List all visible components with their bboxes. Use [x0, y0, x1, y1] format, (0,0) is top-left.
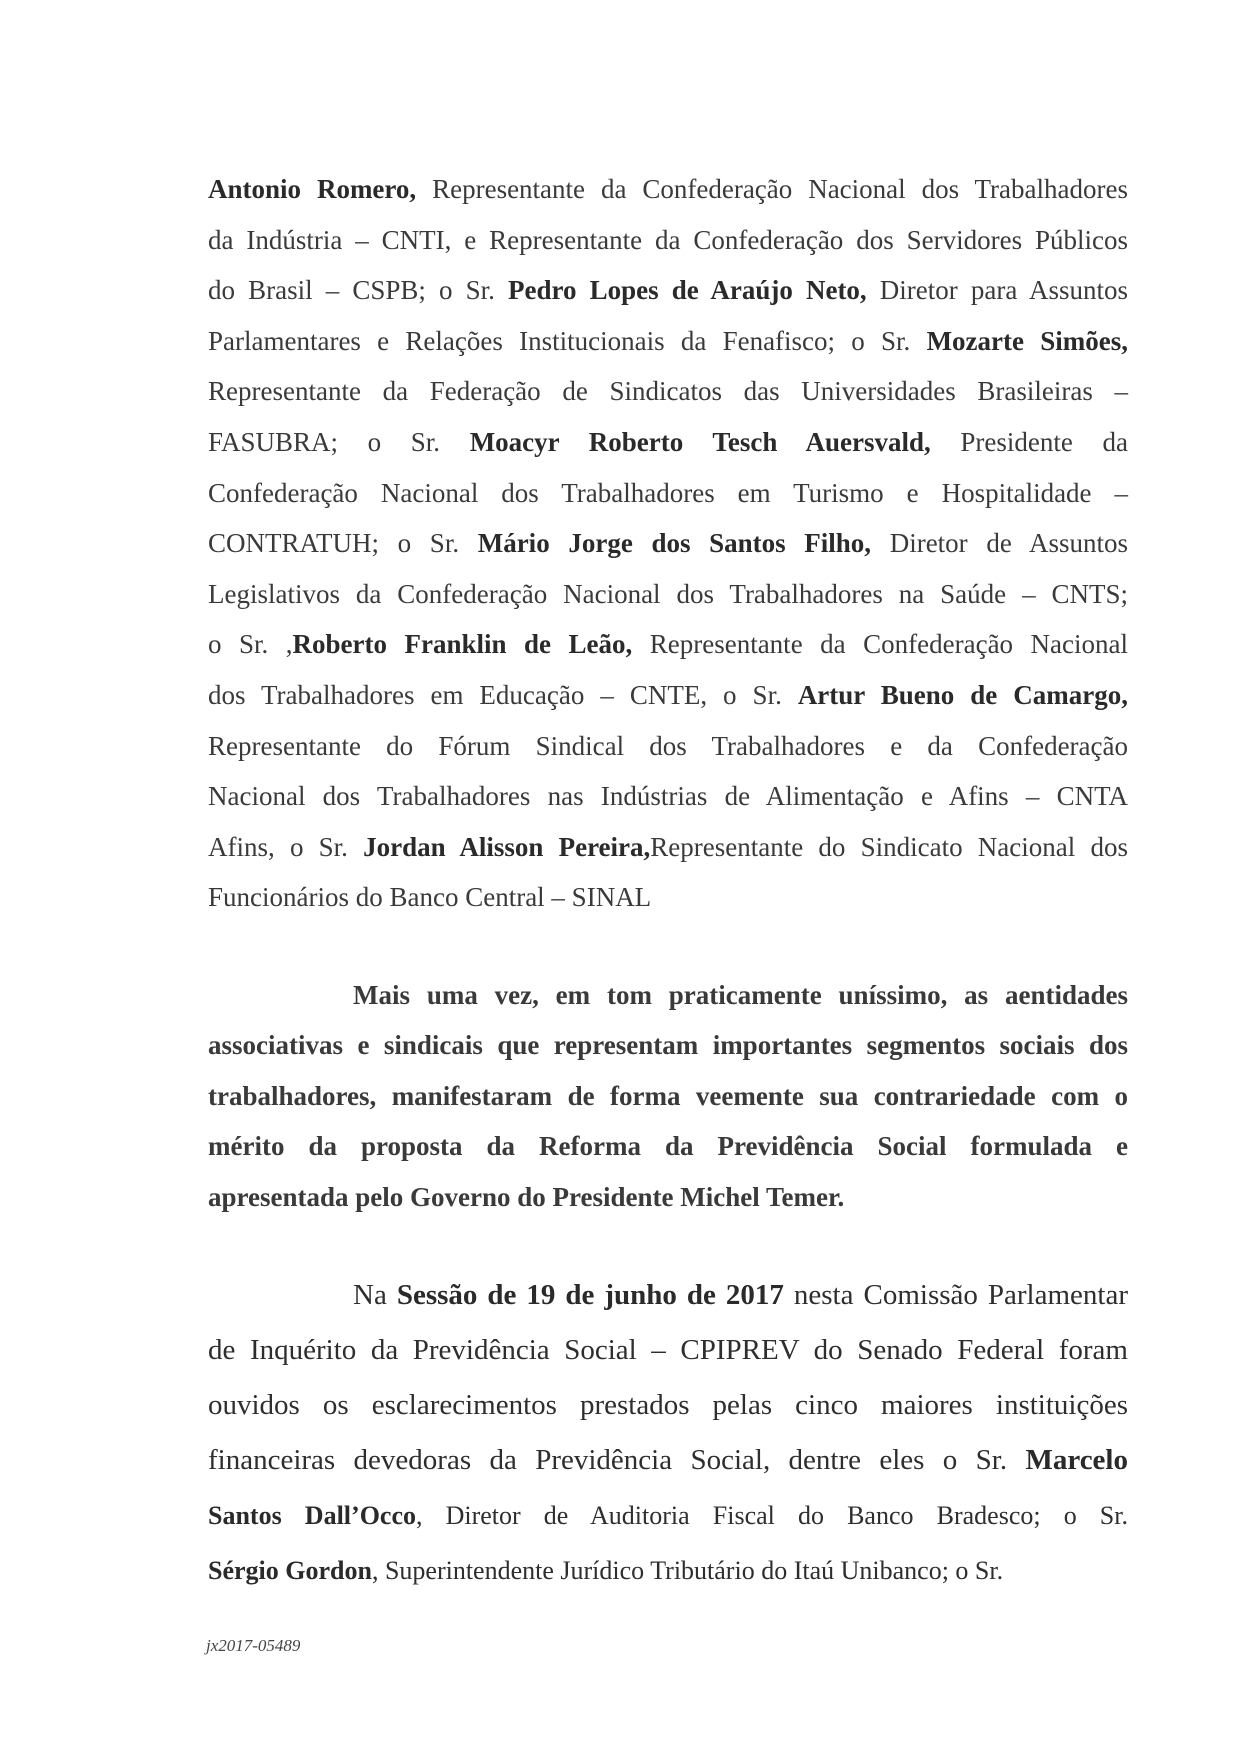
bold-name-span: Moacyr Roberto Tesch Auersvald,	[469, 426, 931, 457]
bold-name-span: Jordan Alisson Pereira,	[363, 831, 651, 862]
text-line: trabalhadores, manifestaram de forma veemente sua contrariedade com o	[208, 1080, 1128, 1111]
text-line	[208, 1323, 1128, 1378]
text-span: CONTRATUH; o Sr.	[208, 528, 478, 559]
text-span: , Superintendente Jurídico Tributário do Itaú Unibanco; o Sr.	[371, 1556, 1004, 1585]
text-span: Nacional dos Trabalhadores nas Indústrias de Alimentação e Afins – CNTA	[208, 781, 1128, 812]
text-span: Representante da Federação de Sindicatos das Universidades Brasileiras –	[208, 376, 1128, 407]
document-code-footer: jx2017-05489	[206, 1636, 301, 1655]
text-span: nesta Comissão Parlamentar	[783, 1279, 1128, 1311]
bold-name-span: Pedro Lopes de Araújo Neto,	[508, 275, 867, 306]
text-line	[208, 569, 1128, 620]
text-span: Diretor para Assuntos	[866, 275, 1128, 306]
text-span: Afins, o Sr.	[208, 831, 364, 862]
bold-name-span: Mário Jorge dos Santos Filho,	[477, 528, 872, 559]
text-line	[208, 1378, 1128, 1433]
text-line	[208, 366, 1128, 417]
text-line	[208, 872, 1128, 923]
text-span: da Indústria – CNTI, e Representante da Confederação dos Servidores Públicos	[208, 224, 1128, 255]
bold-name-span: Roberto Franklin de Leão,	[292, 629, 633, 660]
text-line: mérito da proposta da Reforma da Previdência Social formulada e	[208, 1131, 1128, 1162]
bold-name-span: Artur Bueno de Camargo,	[797, 679, 1129, 710]
text-line	[208, 721, 1128, 772]
text-span: de Inquérito da Previdência Social – CPIPREV do Senado Federal foram	[208, 1334, 1128, 1366]
text-span: Representante da Confederação Nacional	[632, 629, 1128, 660]
text-line	[208, 1268, 1128, 1323]
text-span: Diretor de Assuntos	[871, 528, 1128, 559]
paragraph-summary-bold	[208, 970, 1128, 1222]
text-span: Representante da Confederação Nacional dos Trabalhadores	[416, 174, 1128, 204]
text-span: Na	[353, 1279, 397, 1311]
text-span: Presidente da	[930, 426, 1128, 457]
text-span: Legislativos da Confederação Nacional dos Trabalhadores na Saúde – CNTS;	[208, 578, 1128, 609]
bold-name-span: Mozarte Simões,	[926, 325, 1128, 356]
text-span: FASUBRA; o Sr.	[208, 426, 470, 457]
paragraph-attendees	[208, 164, 1128, 923]
text-span: , Diretor de Auditoria Fiscal do Banco Bradesco; o Sr.	[416, 1501, 1128, 1530]
text-span: Representante do Sindicato Nacional dos	[650, 831, 1128, 862]
paragraph-session	[208, 1268, 1128, 1598]
text-line	[208, 1488, 1128, 1543]
text-line: Mais uma vez, em tom praticamente uníssimo, as aentidades	[353, 980, 1128, 1010]
text-span: o Sr. ,	[208, 629, 293, 660]
text-span: Parlamentares e Relações Institucionais da Fenafisco; o Sr.	[208, 325, 927, 356]
text-line	[208, 164, 1128, 215]
text-span: do Brasil – CSPB; o Sr.	[208, 275, 508, 306]
text-span: dos Trabalhadores em Educação – CNTE, o Sr.	[208, 679, 798, 710]
text-line	[208, 265, 1128, 316]
text-line	[208, 1543, 1128, 1598]
bold-name-span: Marcelo	[1025, 1444, 1128, 1476]
bold-name-span: Santos Dall’Occo	[208, 1501, 416, 1530]
text-line	[208, 670, 1128, 721]
text-line	[208, 518, 1128, 569]
text-line	[208, 468, 1128, 519]
text-line	[208, 771, 1128, 822]
text-line	[208, 215, 1128, 266]
text-span: Confederação Nacional dos Trabalhadores em Turismo e Hospitalidade –	[208, 477, 1128, 508]
text-span: ouvidos os esclarecimentos prestados pelas cinco maiores instituições	[208, 1389, 1128, 1421]
text-span: Funcionários do Banco Central – SINAL	[208, 882, 652, 913]
text-line	[208, 417, 1128, 468]
text-line: associativas e sindicais que representam importantes segmentos sociais dos	[208, 1030, 1128, 1061]
bold-name-span: Sérgio Gordon	[208, 1556, 372, 1585]
bold-name-span: Sessão de 19 de junho de 2017	[396, 1279, 784, 1311]
text-line	[208, 619, 1128, 670]
bold-name-span: Antonio Romero,	[208, 174, 417, 204]
text-span: financeiras devedoras da Previdência Social, dentre eles o Sr.	[208, 1444, 1026, 1476]
text-line	[208, 316, 1128, 367]
text-line	[208, 822, 1128, 873]
text-span: Representante do Fórum Sindical dos Trabalhadores e da Confederação	[208, 730, 1128, 761]
text-line: apresentada pelo Governo do Presidente Michel Temer.	[208, 1181, 845, 1212]
text-line	[208, 1433, 1128, 1488]
